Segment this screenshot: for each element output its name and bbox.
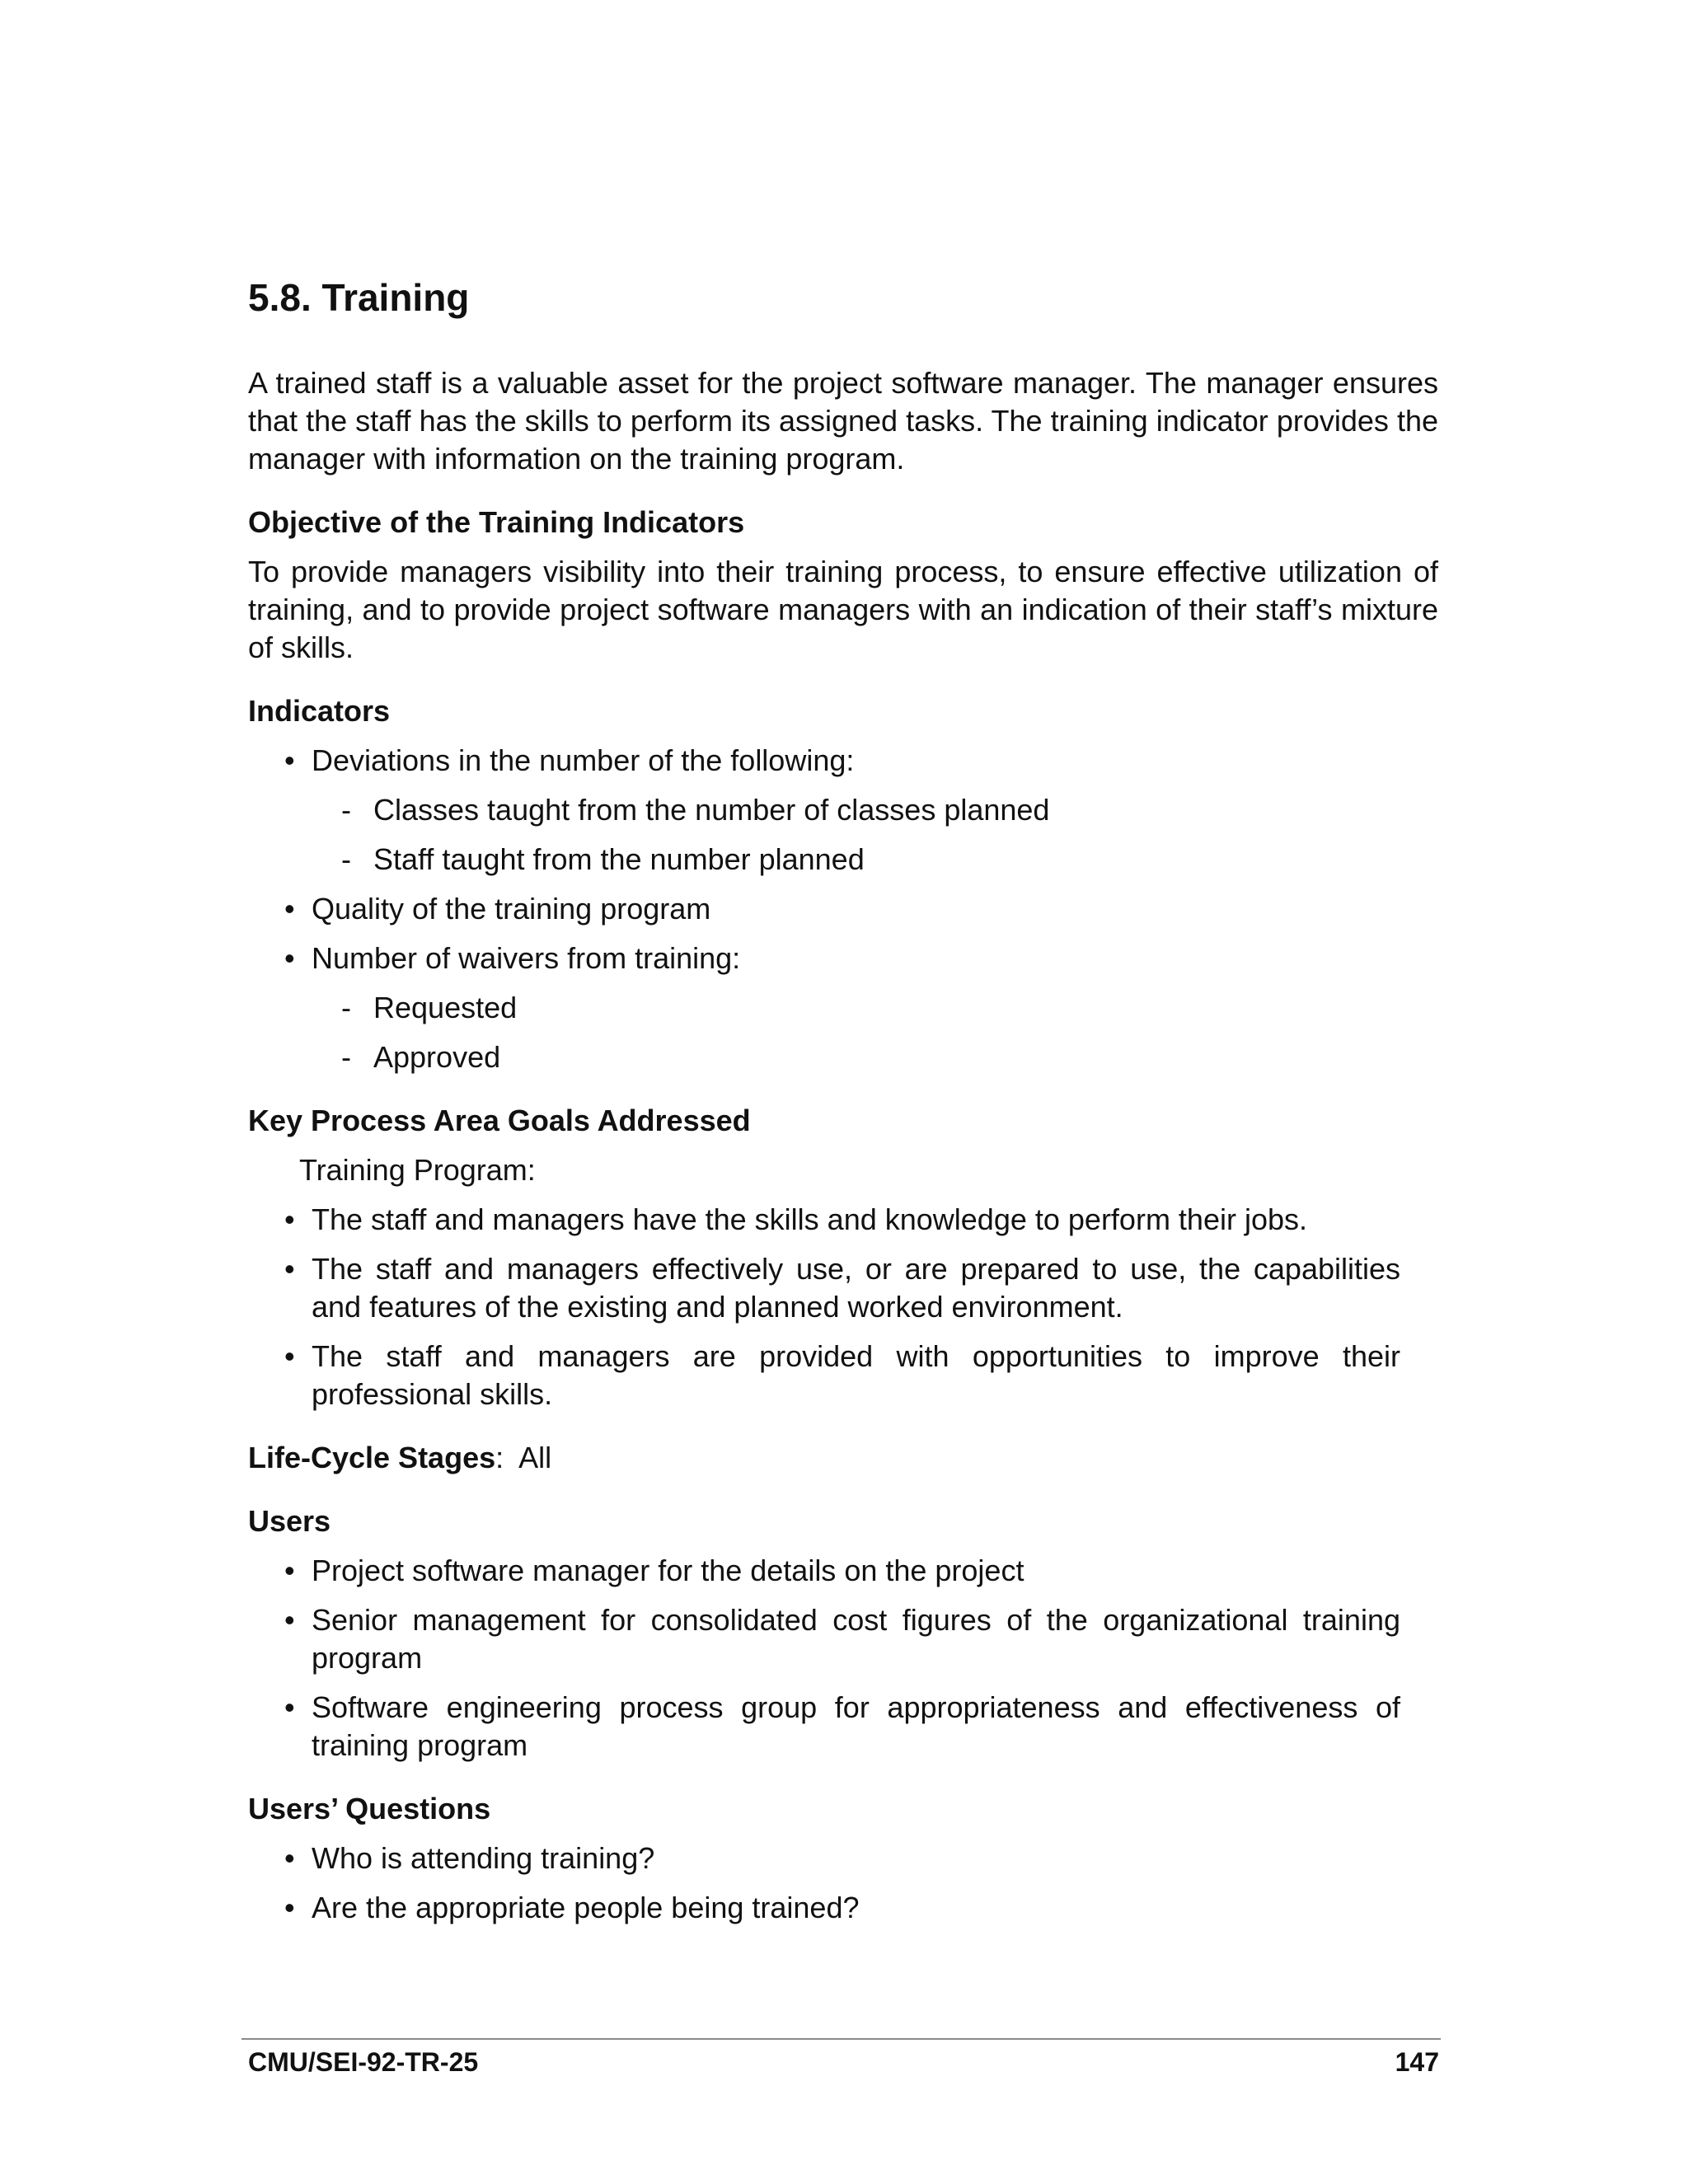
page-number: 147 [1395,2047,1439,2077]
dash-glyph: - [341,1040,351,1074]
sub-list-item [312,1038,1400,1076]
bullet-glyph: • [284,1891,295,1924]
list-item [248,1840,1400,1877]
list-item [248,1689,1400,1765]
objective-paragraph: To provide managers visibility into their training process, to ensure effective utilization of training, and to provide project software managers with an indication of their staff’s mixture of skills. [248,555,1438,664]
sub-list-item-text: Staff taught from the number planned [373,842,865,876]
list-item [248,940,1400,1076]
users-list [248,1552,1438,1765]
list-item-text: Deviations in the number of the following: [312,743,855,777]
list-item-text: Project software manager for the details on the project [312,1554,1025,1587]
dash-glyph: - [341,991,351,1024]
indicators-list [248,742,1438,1076]
list-item-text: The staff and managers are provided with opportunities to improve their professional skills. [312,1339,1400,1411]
bullet-glyph: • [284,1202,295,1236]
section-title: 5.8. Training [248,276,470,319]
bullet-glyph: • [284,1690,295,1724]
bullet-glyph: • [284,1603,295,1637]
list-item [248,1552,1400,1590]
kpa-heading: Key Process Area Goals Addressed [248,1104,751,1137]
bullet-glyph: • [284,1554,295,1587]
list-item-text: The staff and managers have the skills and knowledge to perform their jobs. [312,1202,1308,1236]
list-item-text: The staff and managers effectively use, or are prepared to use, the capabilities and features of the existing and planned worked environment. [312,1252,1400,1324]
indicators-heading: Indicators [248,694,391,728]
report-id: CMU/SEI-92-TR-25 [248,2047,479,2077]
list-item-text: Are the appropriate people being trained? [312,1891,860,1924]
bullet-glyph: • [284,941,295,975]
list-item-text: Senior management for consolidated cost figures of the organizational training program [312,1603,1400,1675]
questions-list [248,1840,1438,1927]
objective-heading: Objective of the Training Indicators [248,505,745,539]
sub-list-item [312,791,1400,829]
sub-list-item-text: Approved [373,1040,501,1074]
sub-list-item [312,841,1400,879]
list-item [248,1250,1400,1326]
list-item [248,1201,1400,1239]
list-item [248,742,1400,879]
bullet-glyph: • [284,1252,295,1286]
list-item-text: Who is attending training? [312,1841,655,1875]
bullet-glyph: • [284,892,295,926]
sub-list [312,791,1400,879]
lifecycle-separator: : [495,1441,519,1474]
list-item [248,1889,1400,1927]
sub-list [312,989,1400,1076]
bullet-glyph: • [284,1339,295,1373]
lifecycle-label: Life-Cycle Stages [248,1441,496,1474]
lifecycle-value: All [518,1441,552,1474]
list-item-text: Software engineering process group for appropriateness and effectiveness of training program [312,1690,1400,1762]
list-item [248,1601,1400,1677]
sub-list-item-text: Requested [373,991,518,1024]
users-heading: Users [248,1504,331,1538]
sub-list-item [312,989,1400,1027]
questions-heading: Users’ Questions [248,1792,491,1825]
kpa-label: Training Program: [299,1153,536,1187]
lifecycle-line [248,1439,1438,1477]
dash-glyph: - [341,793,351,827]
bullet-glyph: • [284,743,295,777]
list-item-text: Quality of the training program [312,892,711,926]
sub-list-item-text: Classes taught from the number of classes planned [373,793,1050,827]
list-item [248,1338,1400,1413]
footer-divider [241,2038,1441,2040]
list-item-text: Number of waivers from training: [312,941,741,975]
kpa-list [248,1201,1438,1413]
bullet-glyph: • [284,1841,295,1875]
intro-paragraph: A trained staff is a valuable asset for the project software manager. The manager ensures that the staff has the skills to perform its assigned tasks. The training indicator provides the manager with information on the training program. [248,366,1438,476]
dash-glyph: - [341,842,351,876]
list-item [248,890,1400,928]
page-content [248,364,1438,1952]
